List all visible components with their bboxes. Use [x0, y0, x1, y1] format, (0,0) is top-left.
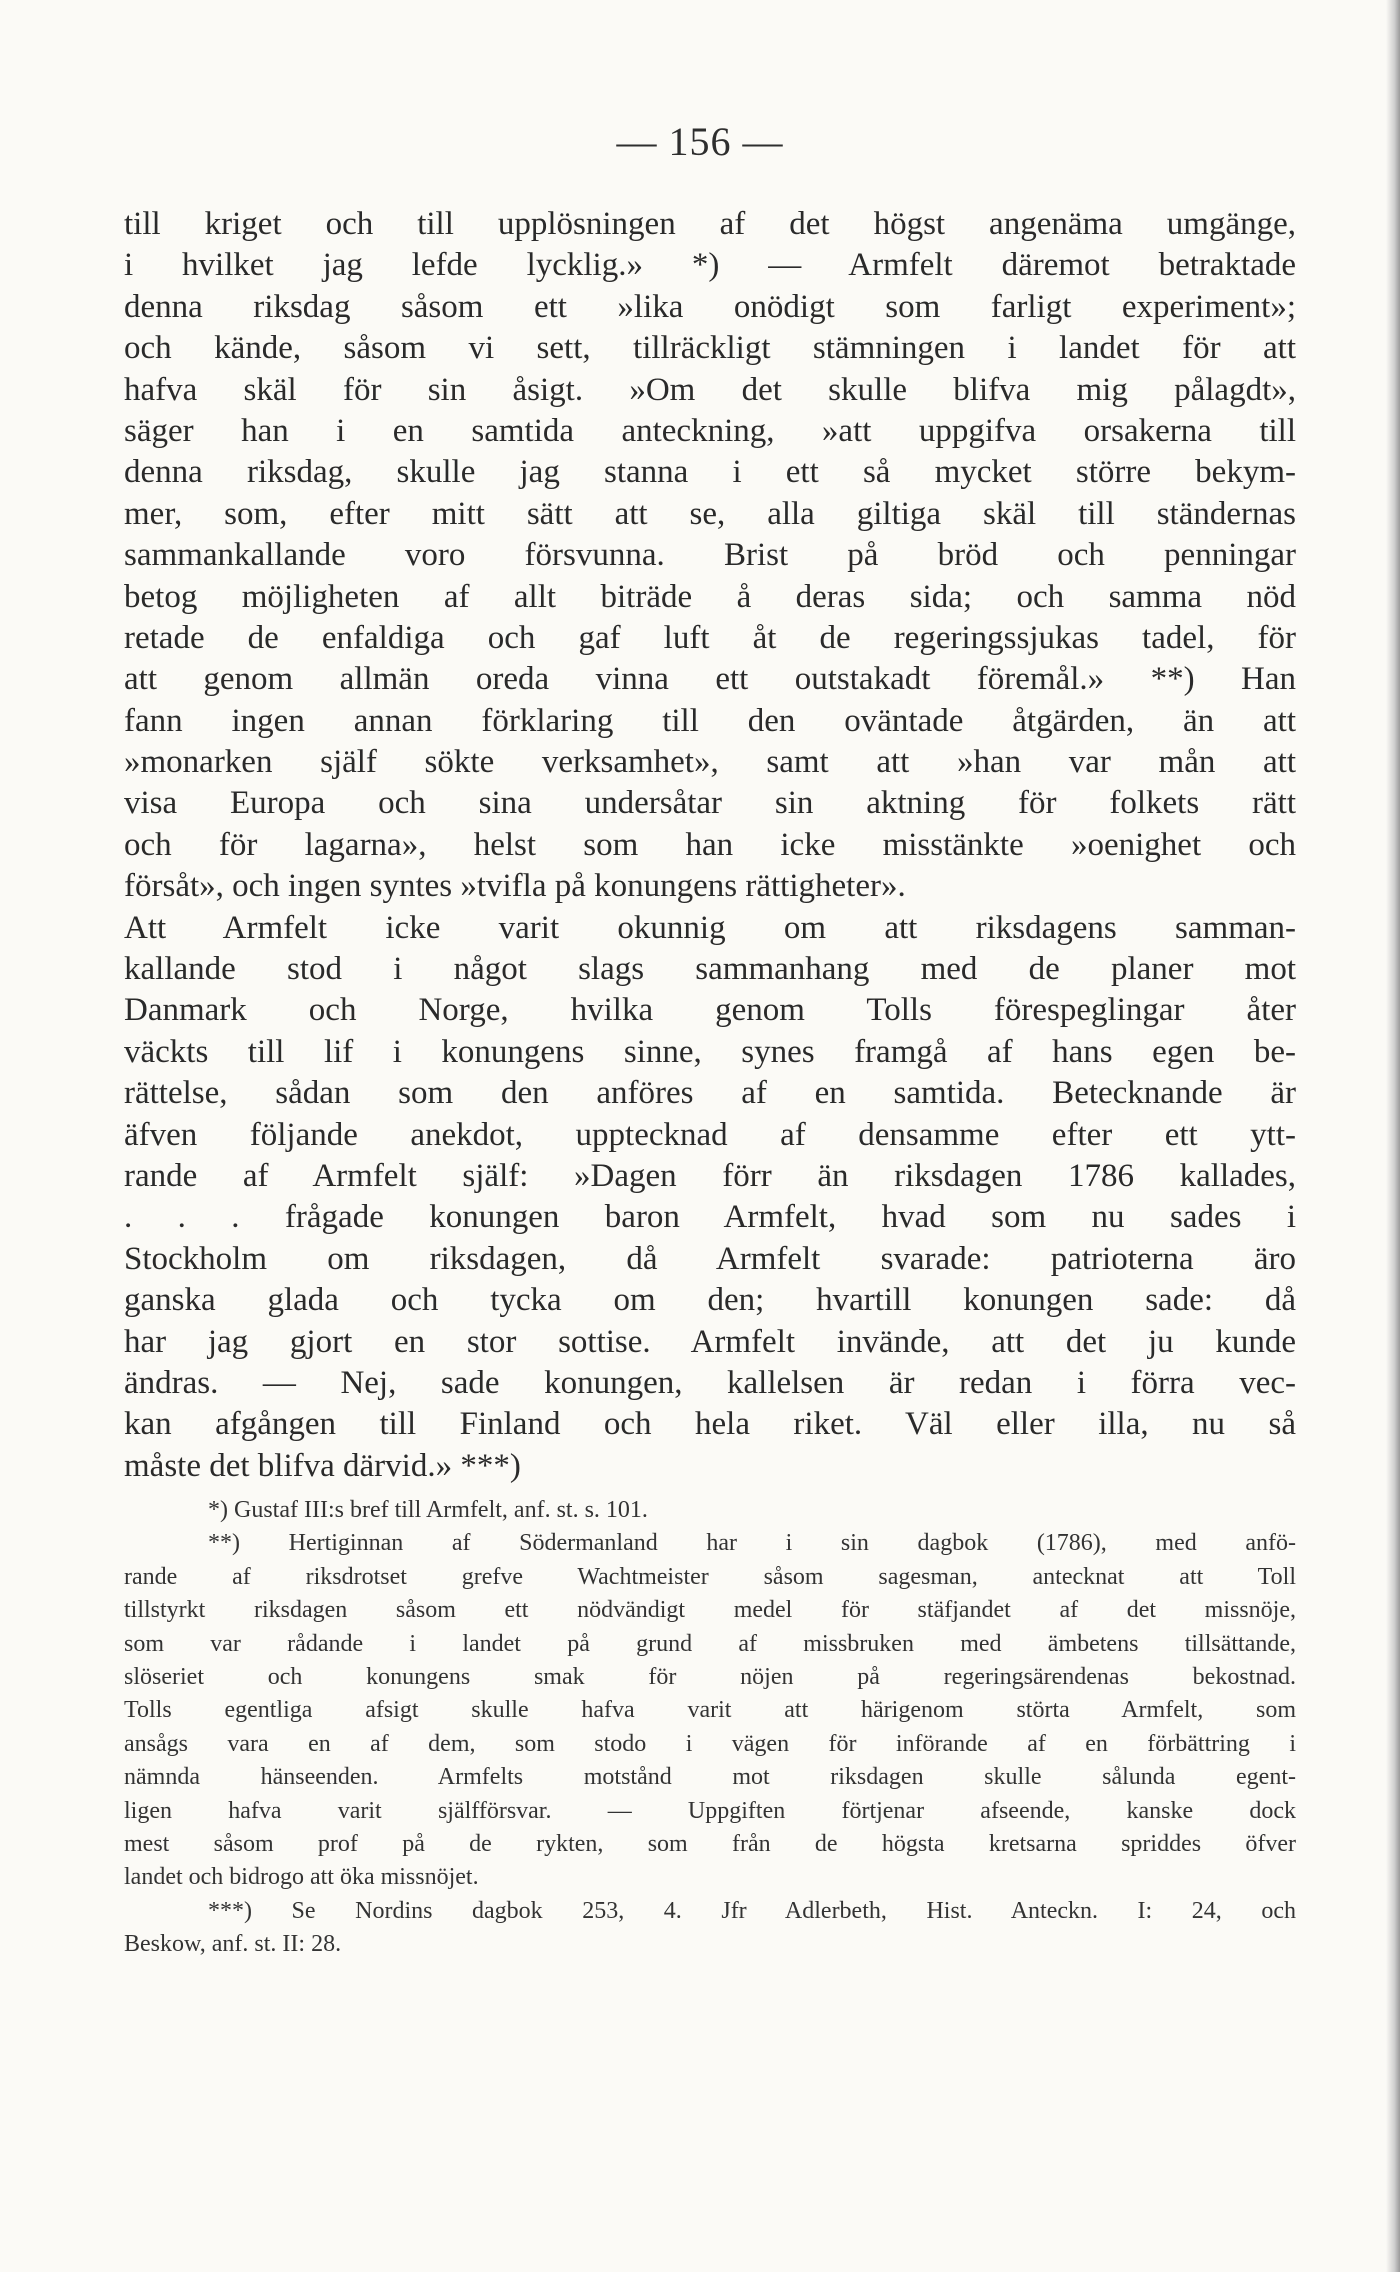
body-line: ändras. — Nej, sade konungen, kallelsen är redan i förra vec- — [124, 1364, 1296, 1401]
body-line: kan afgången till Finland och hela riket. Väl eller illa, nu så — [124, 1406, 1296, 1443]
page-edge-shadow — [1386, 0, 1400, 2272]
footnotes — [124, 1494, 1296, 1961]
footnote-line: rande af riksdrotset grefve Wachtmeister såsom sagesman, antecknat att Toll — [124, 1563, 1296, 1590]
body-line: försåt», och ingen syntes »tvifla på konungens rättigheter». — [124, 868, 906, 905]
body-line: och för lagarna», helst som han icke misstänkte »oenighet och — [124, 826, 1296, 863]
body-line: »monarken själf sökte verksamhet», samt att »han var mån att — [124, 744, 1296, 781]
body-line: äfven följande anekdot, upptecknad af densamme efter ett ytt- — [124, 1116, 1296, 1153]
footnote-line: mest såsom prof på de rykten, som från de högsta kretsarna spriddes öfver — [124, 1830, 1296, 1857]
body-line: och kände, såsom vi sett, tillräckligt stämningen i landet för att — [124, 330, 1296, 367]
body-line: visa Europa och sina undersåtar sin aktning för folkets rätt — [124, 785, 1296, 822]
body-line: rande af Armfelt själf: »Dagen förr än riksdagen 1786 kallades, — [124, 1157, 1296, 1194]
footnote-line: landet och bidrogo att öka missnöjet. — [124, 1864, 479, 1891]
footnote-line: ansågs vara en af dem, som stodo i vägen för införande af en förbättring i — [124, 1730, 1296, 1757]
footnote-line: ***) Se Nordins dagbok 253, 4. Jfr Adlerbeth, Hist. Anteckn. I: 24, och — [208, 1897, 1296, 1924]
body-line: retade de enfaldiga och gaf luft åt de regeringssjukas tadel, för — [124, 619, 1296, 656]
body-line: Danmark och Norge, hvilka genom Tolls förespeglingar åter — [124, 992, 1296, 1029]
body-line: väckts till lif i konungens sinne, synes framgå af hans egen be- — [124, 1033, 1296, 1070]
footnote-line: ligen hafva varit själfförsvar. — Uppgiften förtjenar afseende, kanske dock — [124, 1797, 1296, 1824]
body-text — [124, 204, 1296, 1487]
body-line: säger han i en samtida anteckning, »att uppgifva orsakerna till — [124, 412, 1296, 449]
body-line: betog möjligheten af allt biträde å deras sida; och samma nöd — [124, 578, 1296, 615]
body-line: rättelse, sådan som den anföres af en samtida. Betecknande är — [124, 1075, 1296, 1112]
footnote-line: **) Hertiginnan af Södermanland har i sin dagbok (1786), med anfö- — [208, 1530, 1296, 1557]
footnote-line: som var rådande i landet på grund af missbruken med ämbetens tillsättande, — [124, 1630, 1296, 1657]
footnote-line: tillstyrkt riksdagen såsom ett nödvändigt medel för stäfjandet af det missnöje, — [124, 1597, 1296, 1624]
body-line: i hvilket jag lefde lycklig.» *) — Armfelt däremot betraktade — [124, 247, 1296, 284]
body-line: att genom allmän oreda vinna ett outstakadt föremål.» **) Han — [124, 661, 1296, 698]
body-line: sammankallande voro försvunna. Brist på bröd och penningar — [124, 537, 1296, 574]
body-line: har jag gjort en stor sottise. Armfelt invände, att det ju kunde — [124, 1323, 1296, 1360]
body-line: till kriget och till upplösningen af det högst angenäma umgänge, — [124, 206, 1296, 242]
body-line: kallande stod i något slags sammanhang med de planer mot — [124, 951, 1296, 988]
page-number: — 156 — — [616, 119, 784, 164]
body-line: fann ingen annan förklaring till den oväntade åtgärden, än att — [124, 702, 1296, 739]
footnote-line: nämnda hänseenden. Armfelts motstånd mot riksdagen skulle sålunda egent- — [124, 1764, 1296, 1791]
body-line: måste det blifva därvid.» ***) — [124, 1447, 521, 1484]
footnote-line: *) Gustaf III:s bref till Armfelt, anf. st. s. 101. — [208, 1497, 648, 1523]
body-line: denna riksdag, skulle jag stanna i ett så mycket större bekym- — [124, 454, 1296, 491]
body-line: Att Armfelt icke varit okunnig om att riksdagens samman- — [124, 909, 1296, 946]
body-line: mer, som, efter mitt sätt att se, alla giltiga skäl till ständernas — [124, 495, 1296, 532]
body-line: ganska glada och tycka om den; hvartill konungen sade: då — [124, 1282, 1296, 1319]
footnote-line: slöseriet och konungens smak för nöjen på regeringsärendenas bekostnad. — [124, 1663, 1296, 1690]
body-line: hafva skäl för sin åsigt. »Om det skulle blifva mig pålagdt», — [124, 371, 1296, 408]
footnote-line: Beskow, anf. st. II: 28. — [124, 1931, 342, 1958]
body-line: . . . frågade konungen baron Armfelt, hvad som nu sades i — [124, 1199, 1296, 1236]
footnote-line: Tolls egentliga afsigt skulle hafva varit att härigenom störta Armfelt, som — [124, 1697, 1296, 1724]
body-line: Stockholm om riksdagen, då Armfelt svarade: patrioterna äro — [124, 1240, 1296, 1277]
body-line: denna riksdag såsom ett »lika onödigt som farligt experiment»; — [124, 288, 1296, 325]
